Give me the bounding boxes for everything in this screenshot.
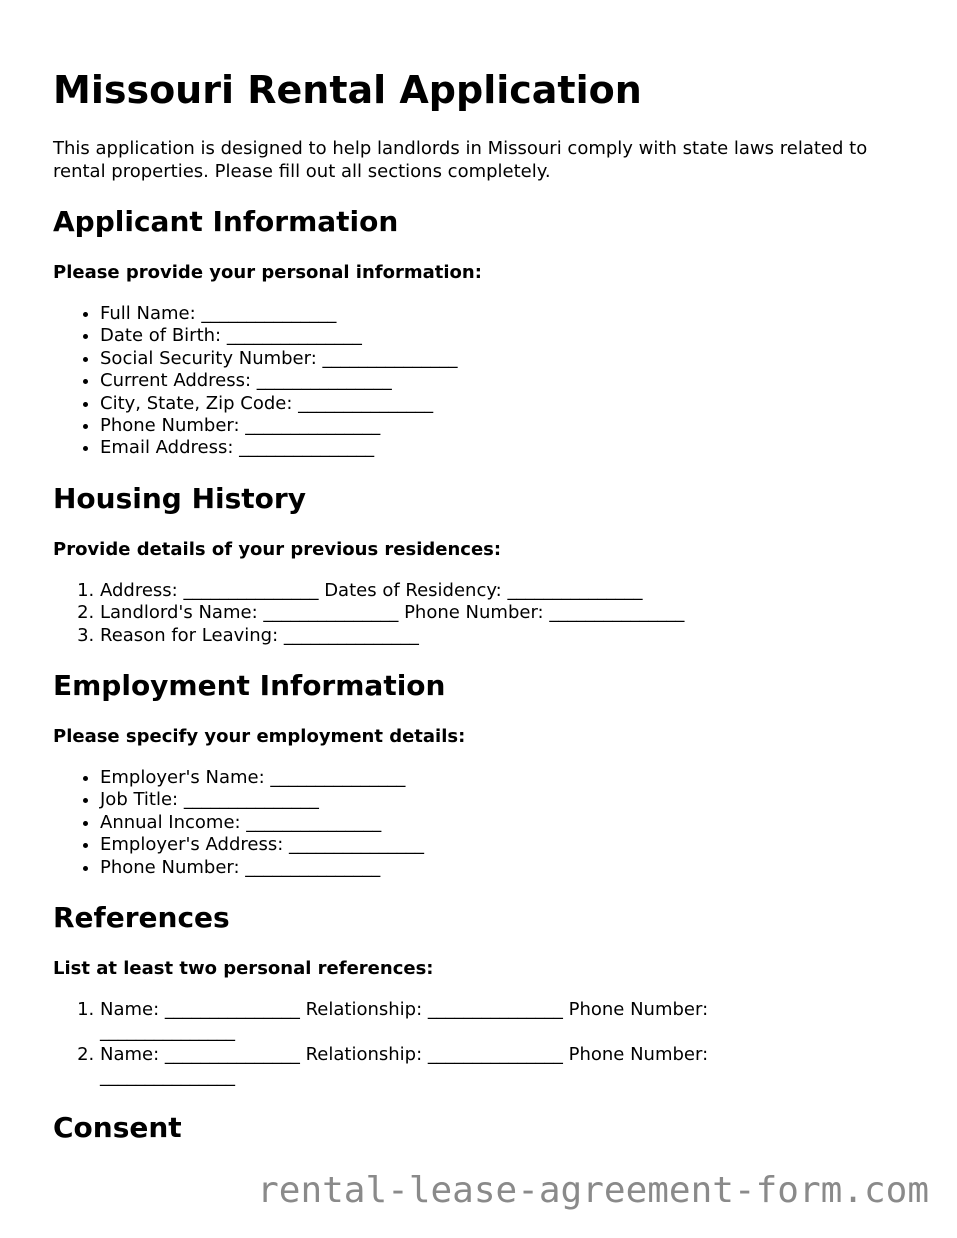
list-item: • Phone Number: _______________ <box>100 857 424 879</box>
references-lead: List at least two personal references: <box>53 958 434 979</box>
list-item: • Current Address: _______________ <box>100 370 458 392</box>
list-item: • Social Security Number: _______________ <box>100 348 458 370</box>
applicant-lead: Please provide your personal information: <box>53 262 482 283</box>
housing-heading: Housing History <box>53 482 306 515</box>
housing-lead: Provide details of your previous residences: <box>53 539 502 560</box>
list-item: • Email Address: _______________ <box>100 437 458 459</box>
list-item: • Full Name: _______________ <box>100 303 458 325</box>
intro-paragraph: This application is designed to help landlords in Missouri comply with state laws related to rental properties. Please fill out all sections completely. <box>53 138 868 182</box>
applicant-list <box>53 303 458 460</box>
employment-heading: Employment Information <box>53 669 446 702</box>
list-item: 2. Landlord's Name: _______________ Phone Number: _______________ <box>100 602 684 624</box>
list-item: 3. Reason for Leaving: _______________ <box>100 625 684 647</box>
list-item: • Date of Birth: _______________ <box>100 325 458 347</box>
references-heading: References <box>53 901 230 934</box>
list-item: • Employer's Address: _______________ <box>100 834 424 856</box>
list-item: • Employer's Name: _______________ <box>100 767 424 789</box>
applicant-heading: Applicant Information <box>53 205 399 238</box>
page-title: Missouri Rental Application <box>53 68 642 112</box>
list-item: • Job Title: _______________ <box>100 789 424 811</box>
consent-heading: Consent <box>53 1111 182 1144</box>
list-item: • Annual Income: _______________ <box>100 812 424 834</box>
watermark-text: rental-lease-agreement-form.com <box>257 1170 929 1211</box>
employment-list <box>53 767 424 879</box>
housing-list <box>53 580 684 647</box>
employment-lead: Please specify your employment details: <box>53 726 466 747</box>
list-item: • Phone Number: _______________ <box>100 415 458 437</box>
list-item: 2. Name: _______________ Relationship: _______________ Phone Number: _______________ <box>100 1044 800 1089</box>
list-item: • City, State, Zip Code: _______________ <box>100 393 458 415</box>
list-item: 1. Address: _______________ Dates of Residency: _______________ <box>100 580 684 602</box>
list-item: 1. Name: _______________ Relationship: _______________ Phone Number: _______________ <box>100 999 800 1044</box>
references-list <box>53 999 800 1089</box>
